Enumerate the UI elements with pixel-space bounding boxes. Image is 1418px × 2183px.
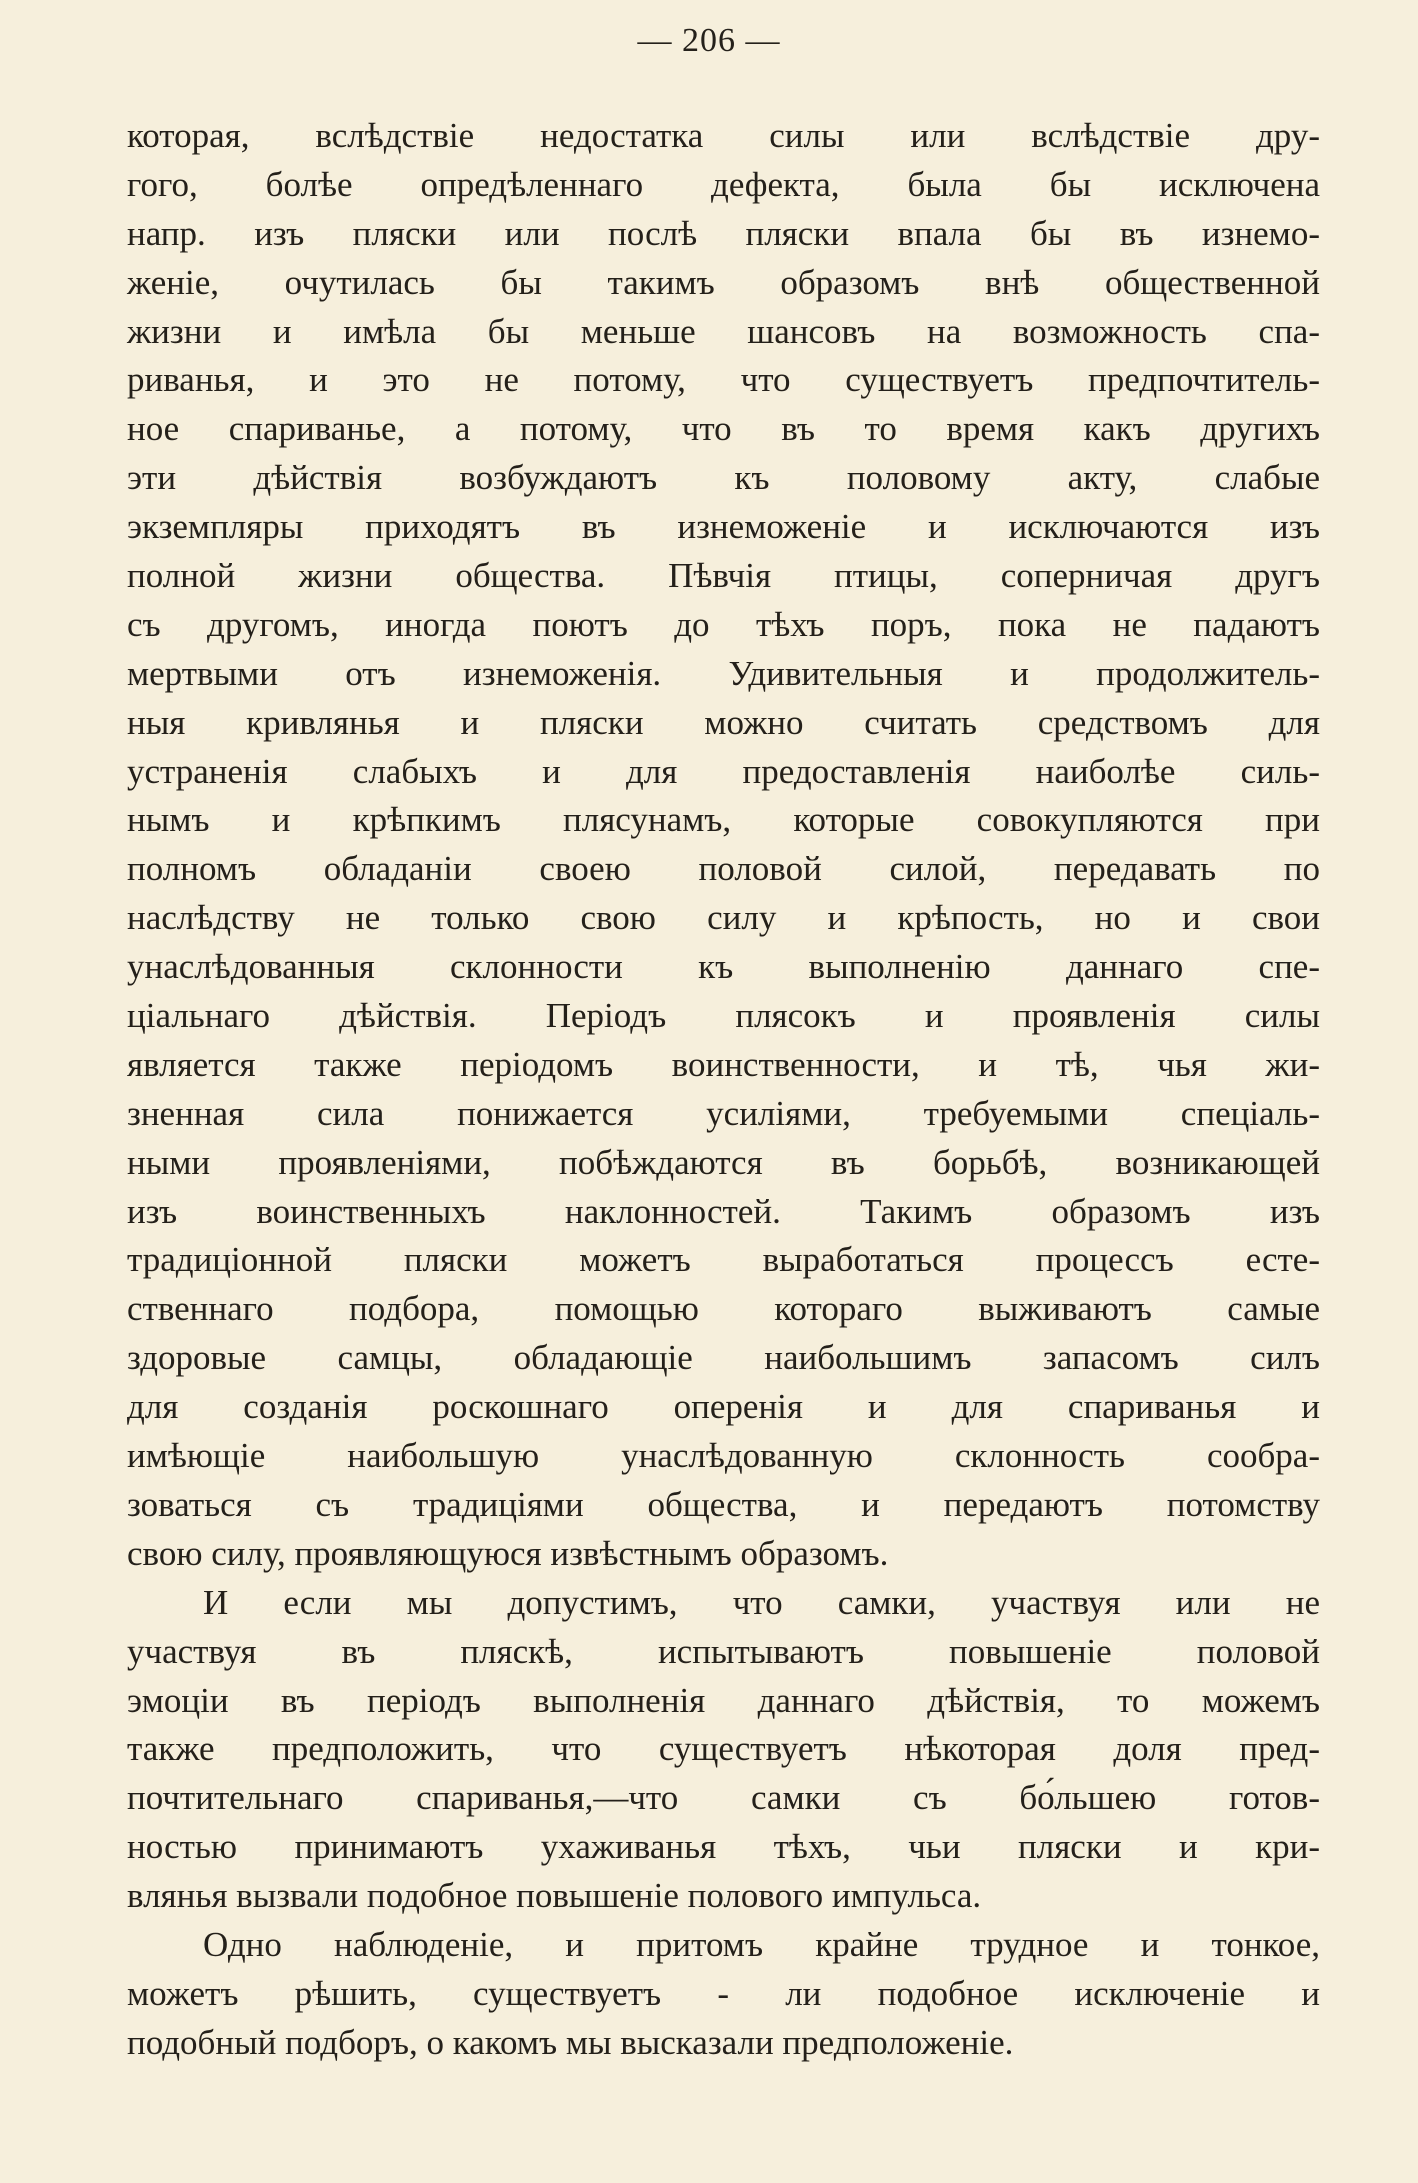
text-line: женіе, очутилась бы такимъ образомъ внѣ общественной [127, 262, 1320, 302]
text-line: полномъ обладаніи своею половой силой, передавать по [127, 849, 1320, 889]
text-line: зненная сила понижается усиліями, требуемыми спеціаль- [127, 1093, 1320, 1133]
text-line: эти дѣйствія возбуждаютъ къ половому акту, слабые [127, 458, 1320, 498]
paragraph-1 [127, 112, 1320, 1579]
text-line: унаслѣдованныя склонности къ выполненію даннаго спе- [127, 947, 1320, 987]
text-line: съ другомъ, иногда поютъ до тѣхъ поръ, пока не падаютъ [127, 604, 1320, 644]
text-line: ностью принимаютъ ухаживанья тѣхъ, чьи пляски и кри- [127, 1827, 1320, 1867]
text-line: является также періодомъ воинственности, и тѣ, чья жи- [127, 1044, 1320, 1084]
text-line: свою силу, проявляющуюся извѣстнымъ образомъ. [127, 1533, 889, 1573]
text-line: изъ воинственныхъ наклонностей. Такимъ образомъ изъ [127, 1191, 1320, 1231]
page-number: — 206 — [637, 22, 781, 59]
paragraph-3 [127, 1921, 1320, 2068]
text-line: также предположить, что существуетъ нѣкоторая доля пред- [127, 1729, 1320, 1769]
text-line: ціальнаго дѣйствія. Періодъ плясокъ и проявленія силы [127, 996, 1320, 1036]
body-text [127, 112, 1320, 2068]
text-line: устраненія слабыхъ и для предоставленія наиболѣе силь- [127, 751, 1320, 791]
text-line: эмоціи въ періодъ выполненія даннаго дѣйствія, то можемъ [127, 1680, 1320, 1720]
text-line: ными проявленіями, побѣждаются въ борьбѣ, возникающей [127, 1142, 1320, 1182]
text-line: Одно наблюденіе, и притомъ крайне трудное и тонкое, [203, 1924, 1320, 1964]
text-line: подобный подборъ, о какомъ мы высказали предположеніе. [127, 2022, 1014, 2062]
text-line: гого, болѣе опредѣленнаго дефекта, была бы исключена [127, 164, 1320, 204]
text-line: традиціонной пляски можетъ выработаться процессъ есте- [127, 1240, 1320, 1280]
text-line: почтительнаго спариванья,—что самки съ бо́льшею готов- [127, 1778, 1320, 1818]
text-line: риванья, и это не потому, что существуетъ предпочтитель- [127, 360, 1320, 400]
text-line: здоровые самцы, обладающіе наибольшимъ запасомъ силъ [127, 1338, 1320, 1378]
text-line: ное спариванье, а потому, что въ то время какъ другихъ [127, 409, 1320, 449]
text-line: влянья вызвали подобное повышеніе полового импульса. [127, 1876, 982, 1916]
text-line: мертвыми отъ изнеможенія. Удивительныя и продолжитель- [127, 653, 1320, 693]
text-line: для созданія роскошнаго оперенія и для спариванья и [127, 1387, 1320, 1427]
text-line: жизни и имѣла бы меньше шансовъ на возможность спа- [127, 311, 1320, 351]
text-line: напр. изъ пляски или послѣ пляски впала бы въ изнемо- [127, 213, 1320, 253]
text-line: ныя кривлянья и пляски можно считать средствомъ для [127, 702, 1320, 742]
text-line: нымъ и крѣпкимъ плясунамъ, которые совокупляются при [127, 800, 1320, 840]
paragraph-2 [127, 1579, 1320, 1921]
text-line: участвуя въ пляскѣ, испытываютъ повышеніе половой [127, 1631, 1320, 1671]
text-line: экземпляры приходятъ въ изнеможеніе и исключаются изъ [127, 507, 1320, 547]
text-line: ственнаго подбора, помощью котораго выживаютъ самые [127, 1289, 1320, 1329]
text-line: которая, вслѣдствіе недостатка силы или вслѣдствіе дру- [127, 116, 1320, 155]
text-line: можетъ рѣшить, существуетъ - ли подобное исключеніе и [127, 1973, 1320, 2013]
text-line: И если мы допустимъ, что самки, участвуя или не [203, 1582, 1320, 1622]
text-line: имѣющіе наибольшую унаслѣдованную склонность сообра- [127, 1436, 1320, 1476]
text-line: наслѣдству не только свою силу и крѣпость, но и свои [127, 898, 1320, 938]
text-line: зоваться съ традиціями общества, и передаютъ потомству [127, 1484, 1320, 1524]
text-line: полной жизни общества. Пѣвчія птицы, соперничая другъ [127, 556, 1320, 596]
